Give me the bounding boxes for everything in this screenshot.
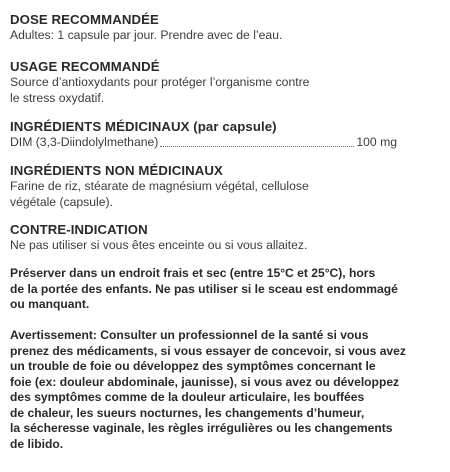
usage-heading: USAGE RECOMMANDÉ: [10, 59, 160, 74]
ingredient-row: [10, 135, 397, 151]
storage-line: de la portée des enfants. Ne pas utiliser si le sceau est endommagé: [10, 281, 398, 296]
non-medicinal-line: Farine de riz, stéarate de magnésium végétal, cellulose: [10, 179, 309, 193]
warning-line: un trouble de foie ou développez des symptômes concernant le: [10, 359, 376, 373]
ingredient-amount: 100 mg: [356, 135, 397, 149]
contra-text: Ne pas utiliser si vous êtes enceinte ou si vous allaitez.: [10, 238, 308, 252]
medicinal-heading-main: INGRÉDIENTS MÉDICINAUX: [10, 119, 190, 134]
usage-line: Source d’antioxydants pour protéger l’organisme contre: [10, 75, 310, 89]
ingredient-name: DIM (3,3-Diindolylmethane): [10, 135, 159, 149]
warning-line: Avertissement: Consulter un professionnel de la santé si vous: [10, 328, 369, 342]
medicinal-section: [10, 118, 440, 151]
contra-heading: CONTRE-INDICATION: [10, 222, 148, 237]
warning-line: de chaleur, les sueurs nocturnes, les changements d’humeur,: [10, 405, 365, 420]
storage-line: ou manquant.: [10, 297, 90, 311]
dose-text: Adultes: 1 capsule par jour. Prendre avec de l’eau.: [10, 28, 283, 42]
warning-line: prenez des médicaments, si vous essayer de concevoir, si vous avez: [10, 343, 406, 358]
dot-leader: [160, 145, 354, 147]
warning-line: la sécheresse vaginale, les règles irrégulières ou les changements: [10, 421, 393, 435]
storage-section: [10, 266, 440, 313]
non-medicinal-line: végétale (capsule).: [10, 194, 113, 209]
storage-line: Préserver dans un endroit frais et sec (entre 15°C et 25°C), hors: [10, 266, 376, 280]
warning-line: de libido.: [10, 436, 64, 451]
medicinal-heading: [10, 118, 440, 135]
warning-section: [10, 328, 440, 452]
usage-line: le stress oxydatif.: [10, 90, 105, 105]
medicinal-heading-sub: (par capsule): [193, 119, 277, 134]
usage-section: [10, 58, 440, 106]
dose-heading: DOSE RECOMMANDÉE: [10, 12, 159, 27]
non-medicinal-heading: INGRÉDIENTS NON MÉDICINAUX: [10, 163, 223, 178]
warning-line: foie (ex: douleur abdominale, jaunisse), si vous avez ou développez: [10, 374, 400, 389]
dose-section: [10, 11, 440, 44]
warning-line: des symptômes comme de la douleur articulaire, les bouffées: [10, 390, 365, 404]
contra-section: [10, 221, 440, 254]
non-medicinal-section: [10, 162, 440, 210]
